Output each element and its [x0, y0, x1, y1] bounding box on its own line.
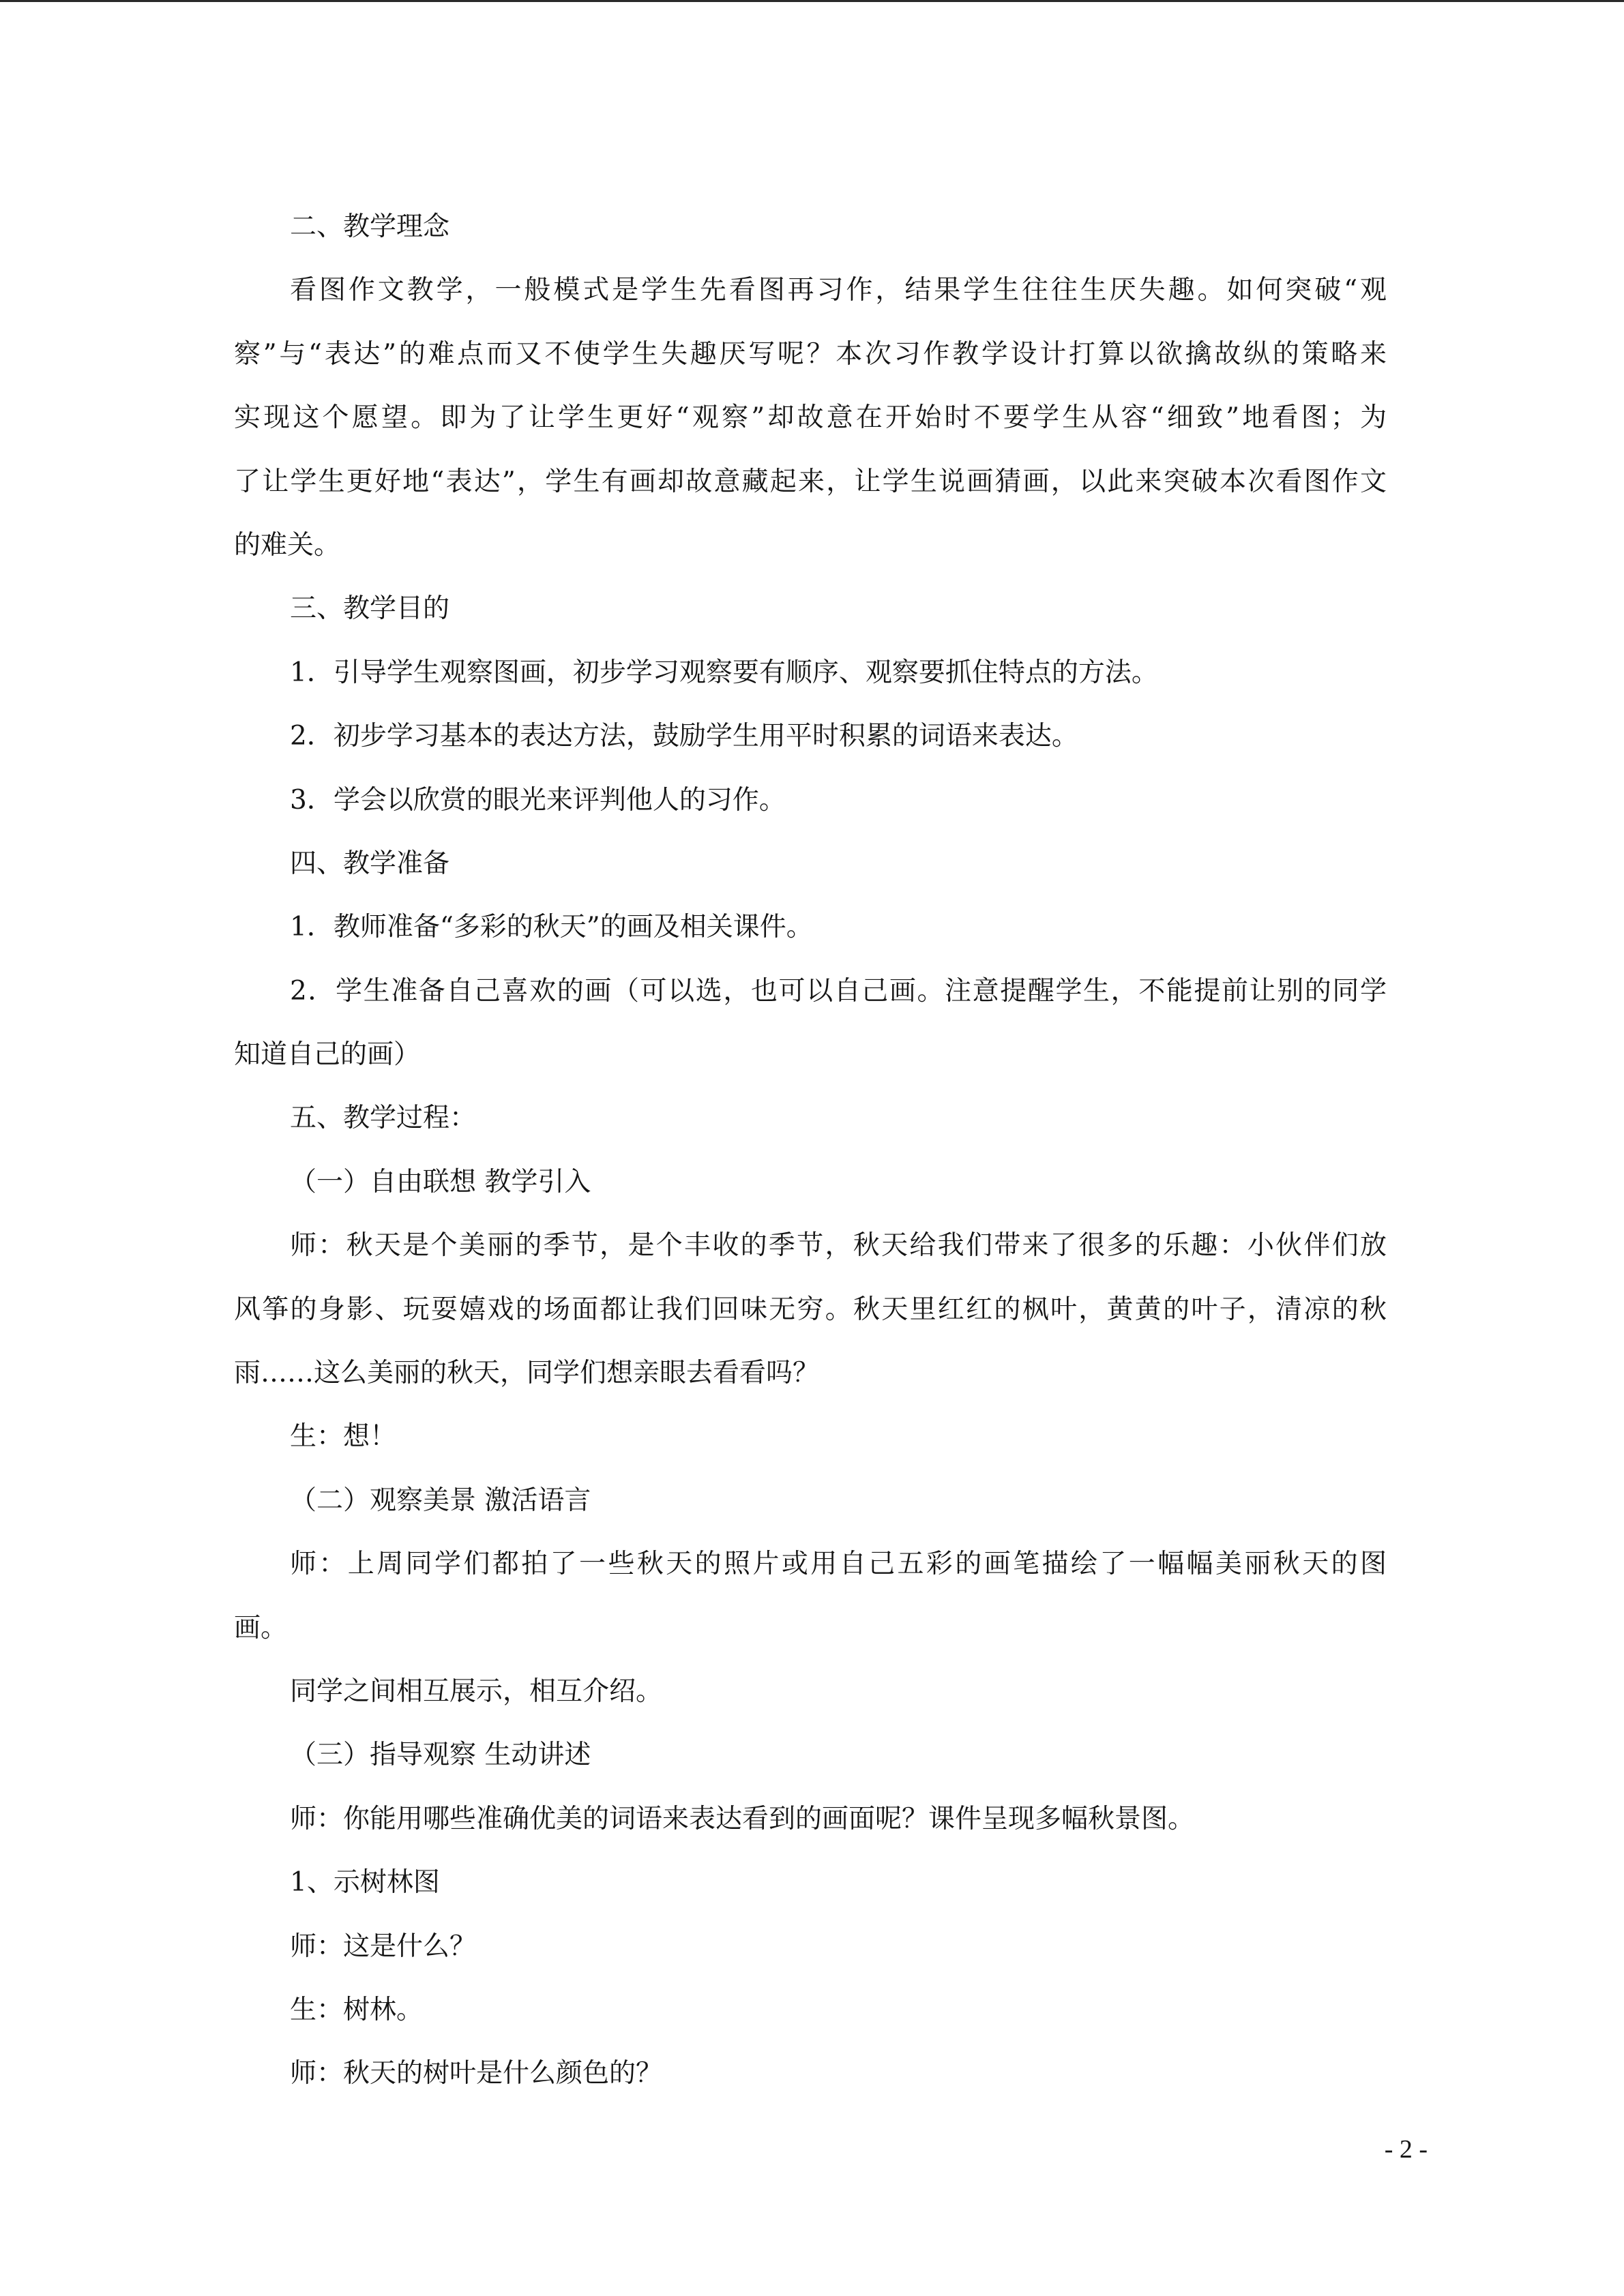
section-heading-philosophy: 二、教学理念: [290, 211, 450, 242]
step-title: （二）观察美景 激活语言: [290, 1485, 591, 1516]
teacher-line: 师：上周同学们都拍了一些秋天的照片或用自己五彩的画笔描绘了一幅幅美丽秋天的图: [290, 1549, 1387, 1580]
dialogue-line: 生：树林。: [290, 1994, 424, 2025]
section-heading-process: 五、教学过程：: [290, 1103, 477, 1134]
preparation-item-continued: 知道自己的画）: [234, 1039, 421, 1071]
teacher-line: 风筝的身影、玩耍嬉戏的场面都让我们回味无穷。秋天里红红的枫叶，黄黄的叶子，清凉的秋: [234, 1294, 1387, 1325]
paragraph-line: 实现这个愿望。即为了让学生更好“观察”却故意在开始时不要学生从容“细致”地看图；为: [234, 402, 1387, 434]
page-top-edge: [0, 0, 1624, 2]
preparation-item: 2．学生准备自己喜欢的画（可以选，也可以自己画。注意提醒学生，不能提前让别的同学: [290, 975, 1387, 1007]
paragraph-line: 的难关。: [234, 529, 341, 561]
preparation-item: 1．教师准备“多彩的秋天”的画及相关课件。: [290, 912, 813, 943]
section-heading-preparation: 四、教学准备: [290, 848, 450, 879]
step-title: （一）自由联想 教学引入: [290, 1166, 591, 1197]
teacher-line: 雨……这么美丽的秋天，同学们想亲眼去看看吗？: [234, 1358, 820, 1389]
section-heading-objectives: 三、教学目的: [290, 593, 450, 625]
paragraph-line: 了让学生更好地“表达”，学生有画却故意藏起来，让学生说画猜画，以此来突破本次看图作文: [234, 466, 1387, 497]
student-line: 生：想！: [290, 1421, 397, 1452]
paragraph-line: 察”与“表达”的难点而又不使学生失趣厌写呢？本次习作教学设计打算以欲擒故纵的策略来: [234, 338, 1387, 370]
document-body: [234, 195, 1387, 2106]
teacher-line: 师：秋天是个美丽的季节，是个丰收的季节，秋天给我们带来了很多的乐趣：小伙伴们放: [290, 1230, 1387, 1262]
objective-item: 3．学会以欣赏的眼光来评判他人的习作。: [290, 784, 786, 816]
page-number: - 2 -: [1384, 2135, 1428, 2164]
objective-item: 2．初步学习基本的表达方法，鼓励学生用平时积累的词语来表达。: [290, 721, 1078, 752]
activity-line: 同学之间相互展示，相互介绍。: [290, 1675, 663, 1707]
teacher-line: 画。: [234, 1612, 288, 1643]
teacher-line: 师：你能用哪些准确优美的词语来表达看到的画面呢？课件呈现多幅秋景图。: [290, 1803, 1195, 1834]
subsection-title: 1、示树林图: [290, 1867, 440, 1898]
paragraph-line: 看图作文教学，一般模式是学生先看图再习作，结果学生往往生厌失趣。如何突破“观: [290, 275, 1387, 306]
dialogue-line: 师：秋天的树叶是什么颜色的？: [290, 2058, 663, 2089]
objective-item: 1．引导学生观察图画，初步学习观察要有顺序、观察要抓住特点的方法。: [290, 657, 1158, 688]
step-title: （三）指导观察 生动讲述: [290, 1740, 591, 1771]
dialogue-line: 师：这是什么？: [290, 1930, 477, 1962]
